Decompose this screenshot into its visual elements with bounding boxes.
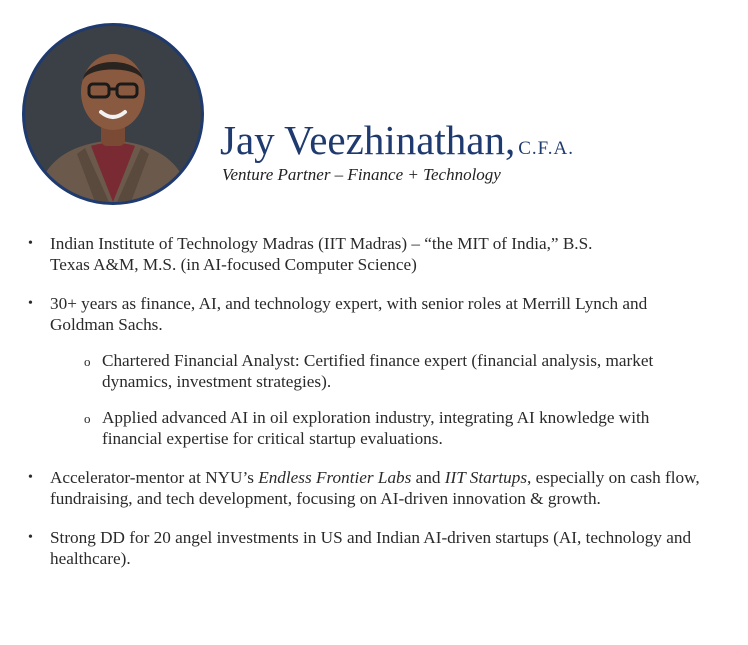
bio-list [28,234,708,569]
job-title: Venture Partner – Finance + Technology [222,165,501,184]
sub-list-item [28,351,708,392]
investments-text: Strong DD for 20 angel investments in US and Indian AI-driven startups (AI, technology and healthcare). [50,528,692,568]
list-item [28,234,708,275]
sub-bullet: o [84,354,91,369]
person-portrait-icon [25,26,201,202]
education-line-2: Texas A&M, M.S. (in AI-focused Computer Science) [50,254,417,274]
profile-photo [22,23,204,205]
mentor-prefix: Accelerator-mentor at NYU’s [50,468,259,487]
mentor-program-2: IIT Startups [444,468,528,487]
mentor-mid: and [411,468,445,487]
subitem-text: Applied advanced AI in oil exploration industry, integrating AI knowledge with financial expertise for critical startup evaluations. [102,408,650,448]
credential: C.F.A. [518,138,574,159]
list-item [28,528,708,569]
bullet: • [28,530,33,545]
list-item [28,294,708,335]
sub-list-item [28,408,708,449]
bullet: • [28,236,33,251]
subitem-text: Chartered Financial Analyst: Certified finance expert (financial analysis, market dynamics, investment strategies). [102,351,654,391]
header [220,117,574,185]
mentor-text [50,468,708,509]
list-item [28,468,708,509]
sub-bullet: o [84,411,91,426]
person-name: Jay Veezhinathan, [220,117,516,163]
mentor-program-1: Endless Frontier Labs [258,468,412,487]
bullet: • [28,296,33,311]
education-line-1: Indian Institute of Technology Madras (IIT Madras) – “the MIT of India,” B.S. [50,234,593,253]
name-line [220,117,574,163]
experience-text: 30+ years as finance, AI, and technology expert, with senior roles at Merrill Lynch and Goldman Sachs. [50,294,648,334]
bullet: • [28,470,33,485]
mentor-suffix: , especially on cash flow, fundraising, and tech development, focusing on AI-driven innovation & growth. [50,468,700,508]
